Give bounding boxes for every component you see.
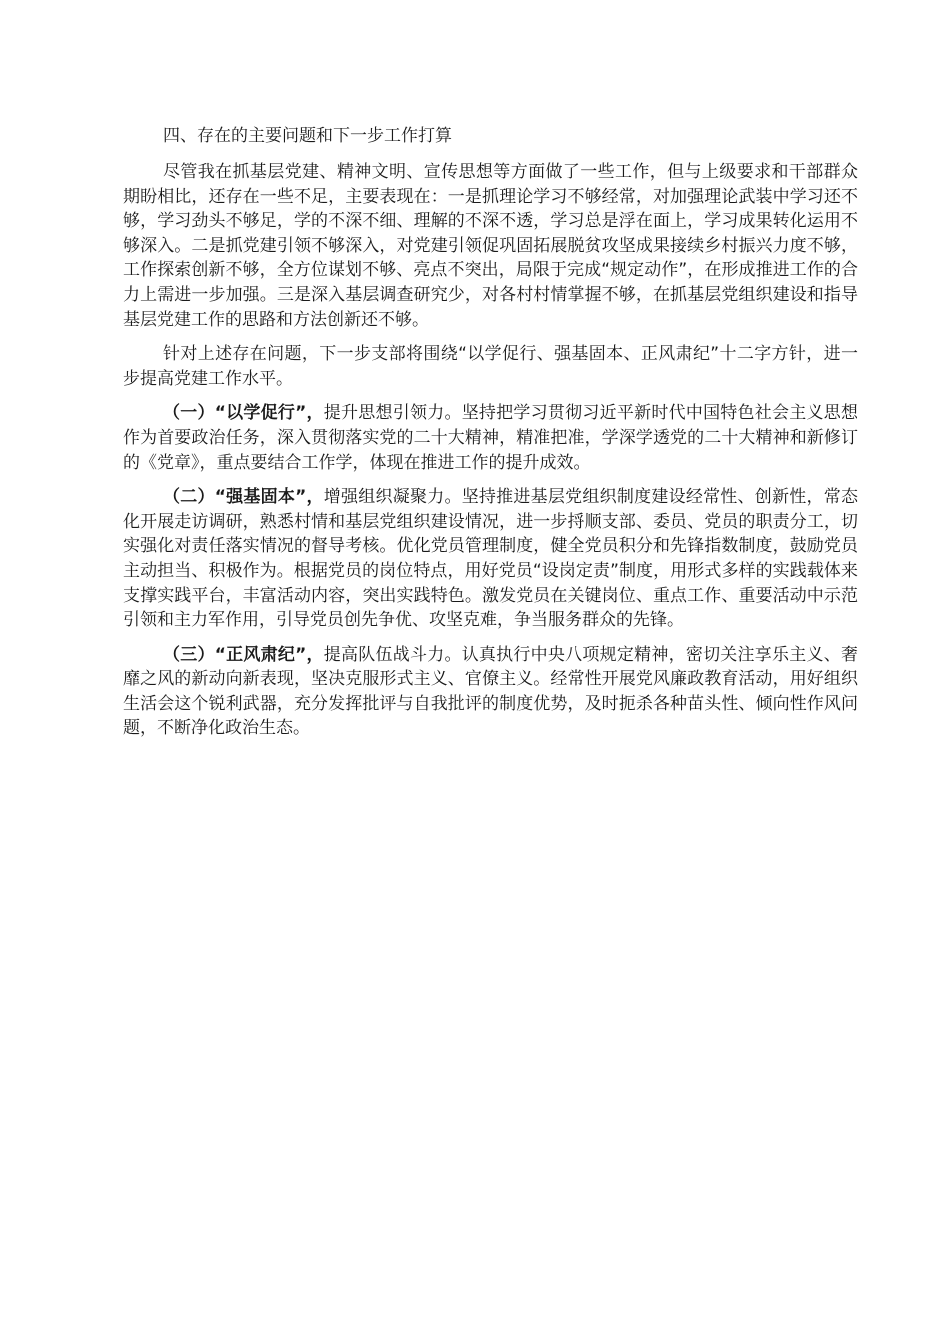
section-heading: 四、存在的主要问题和下一步工作打算 (163, 126, 452, 146)
paragraph-lead: （三）“正风肃纪”， (163, 644, 324, 665)
paragraph-lead: （一）“以学促行”， (163, 403, 324, 424)
paragraph-item-3 (123, 643, 858, 741)
paragraph-problems (123, 160, 858, 332)
paragraph-item-2 (123, 485, 858, 633)
paragraph-text: 提高队伍战斗力。认真执行中央八项规定精神，密切关注享乐主义、奢靡之风的新动向新表现，坚决克服形式主义、官僚主义。经常性开展党风廉政教育活动，用好组织生活会这个锐利武器，充分发挥批评与自我批评的制度优势，及时扼杀各种苗头性、倾向性作风问题，不断净化政治生态。 (123, 644, 858, 739)
paragraph-plan-intro (123, 342, 858, 391)
paragraph-text: 针对上述存在问题，下一步支部将围绕“以学促行、强基固本、正风肃纪”十二字方针，进一步提高党建工作水平。 (123, 344, 858, 389)
document-page (123, 122, 858, 751)
paragraph-text: 尽管我在抓基层党建、精神文明、宣传思想等方面做了一些工作，但与上级要求和干部群众期盼相比，还存在一些不足，主要表现在：一是抓理论学习不够经常，对加强理论武装中学习还不够，学习劲头不够足，学的不深不细、理解的不深不透，学习总是浮在面上，学习成果转化运用不够深入。二是抓党建引领不够深入，对党建引领促巩固拓展脱贫攻坚成果接续乡村振兴力度不够，工作探索创新不够，全方位谋划不够、亮点不突出，局限于完成“规定动作”，在形成推进工作的合力上需进一步加强。三是深入基层调查研究少，对各村村情掌握不够，在抓基层党组织建设和指导基层党建工作的思路和方法创新还不够。 (123, 162, 858, 330)
paragraph-text: 增强组织凝聚力。坚持推进基层党组织制度建设经常性、创新性，常态化开展走访调研，熟悉村情和基层党组织建设情况，进一步捋顺支部、委员、党员的职责分工，切实强化对责任落实情况的督导考核。优化党员管理制度，健全党员积分和先锋指数制度，鼓励党员主动担当、积极作为。根据党员的岗位特点，用好党员“设岗定责”制度，用形式多样的实践载体来支撑实践平台，丰富活动内容，突出实践特色。激发党员在关键岗位、重点工作、重要活动中示范引领和主力军作用，引导党员创先争优、攻坚克难，争当服务群众的先锋。 (123, 487, 858, 631)
paragraph-lead: （二）“强基固本”， (163, 487, 324, 508)
paragraph-text: 提升思想引领力。坚持把学习贯彻习近平新时代中国特色社会主义思想作为首要政治任务，深入贯彻落实党的二十大精神，精准把准，学深学透党的二十大精神和新修订的《党章》，重点要结合工作学，体现在推进工作的提升成效。 (123, 403, 858, 473)
paragraph-item-1 (123, 401, 858, 475)
